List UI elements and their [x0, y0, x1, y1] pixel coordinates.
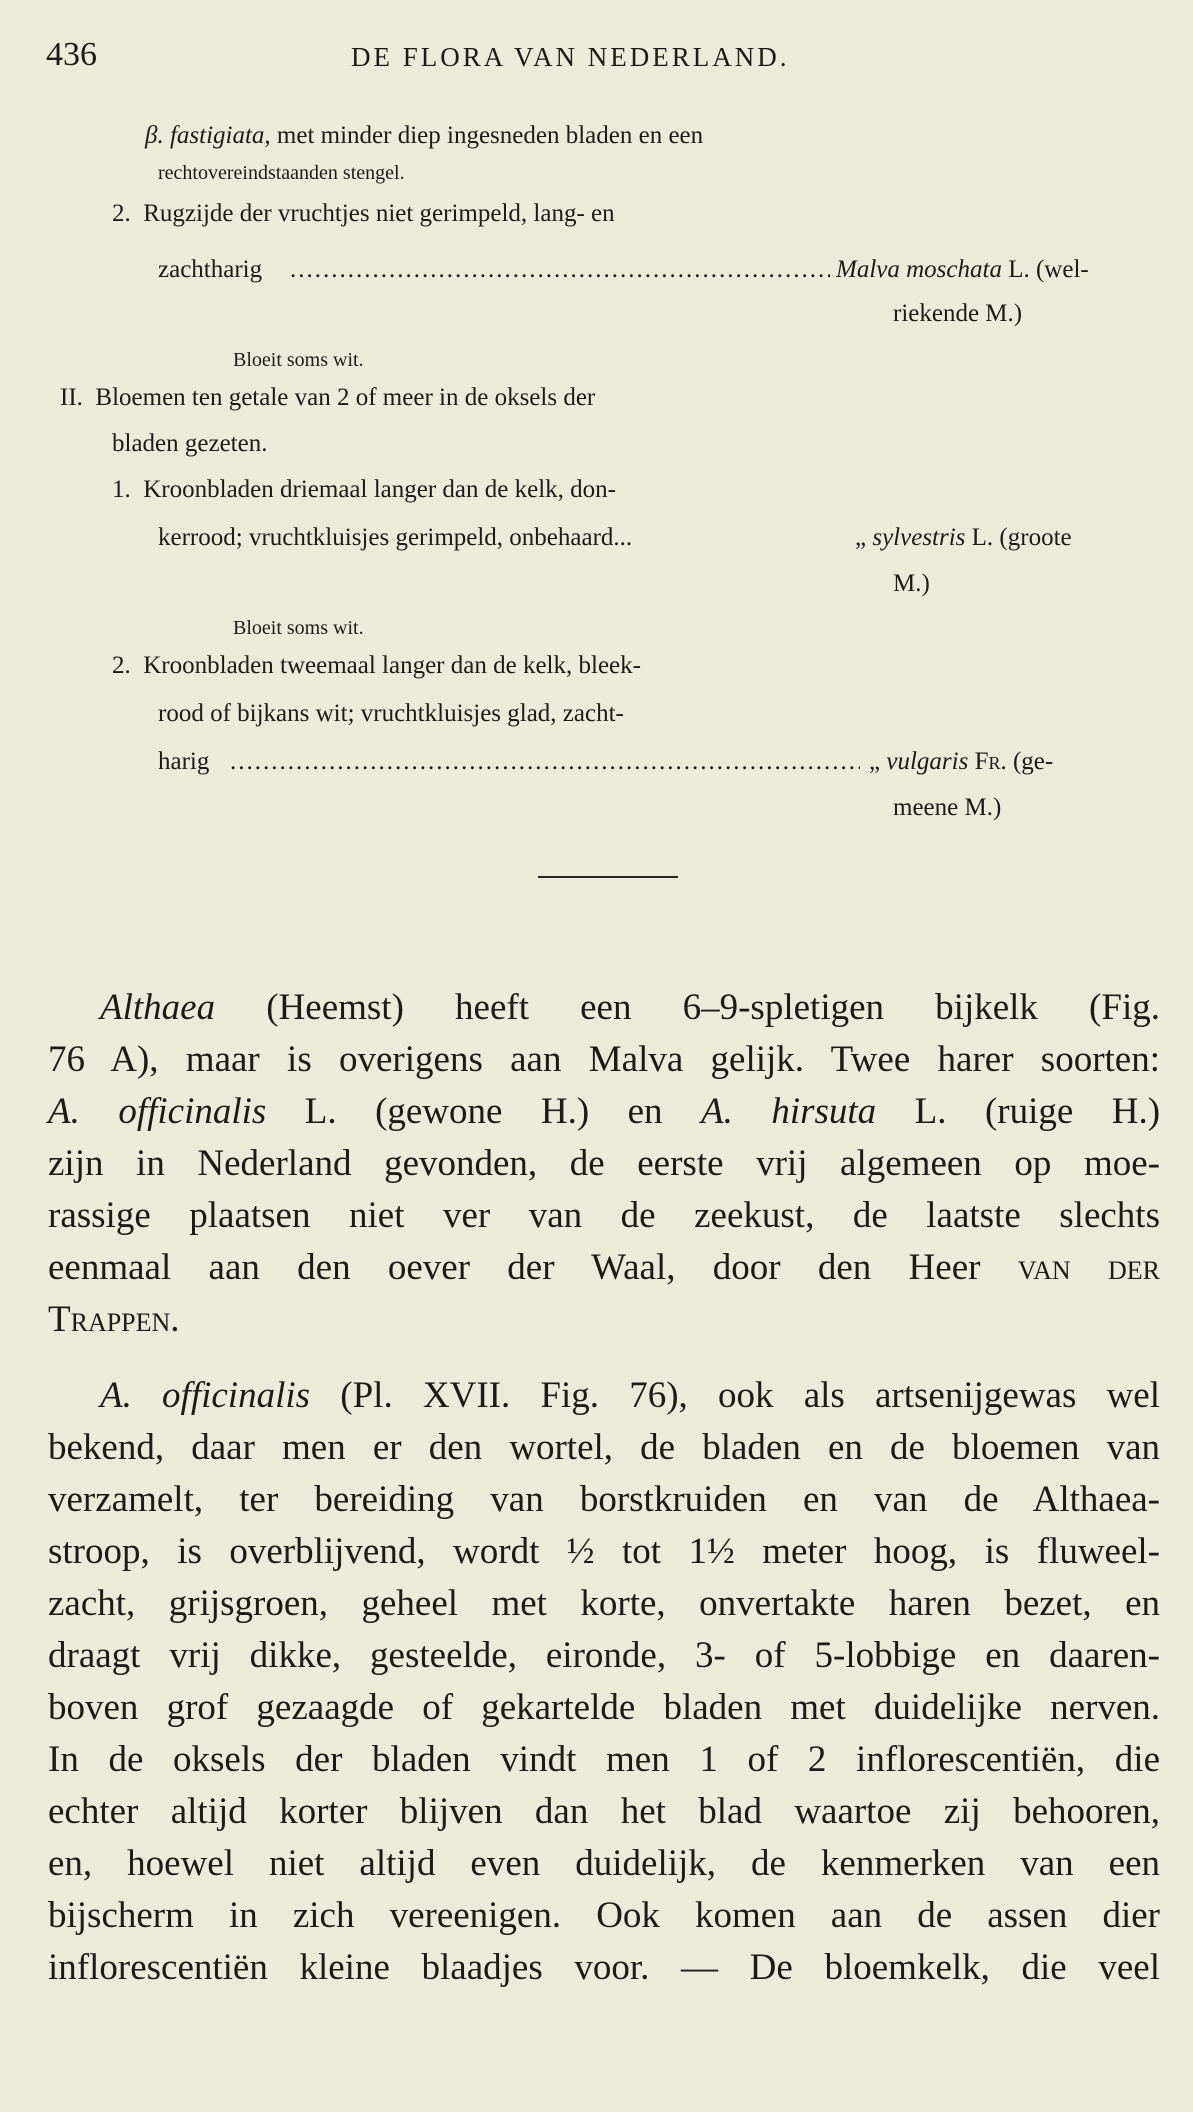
key-item-II-line-1: II. Bloemen ten getale van 2 of meer in de oksels der: [60, 384, 596, 411]
section-divider: [538, 876, 678, 878]
para1-line-2: 76 A), maar is overigens aan Malva gelijk. Twee harer soorten:: [48, 1039, 1160, 1080]
key-item-2a-species: Malva moschata L. (wel-: [836, 256, 1089, 283]
key-item-2b-line-1: 2. Kroonbladen tweemaal langer dan de kelk, bleek-: [112, 652, 641, 679]
page-header: [46, 36, 1146, 76]
para1-line-4: zijn in Nederland gevonden, de eerste vrij algemeen op moe-: [48, 1143, 1160, 1184]
para2-line-2: bekend, daar men er den wortel, de bladen en de bloemen van: [48, 1427, 1160, 1468]
bloom-note-1: Bloeit soms wit.: [233, 349, 364, 371]
para1-line-3: A. officinalis L. (gewone H.) en A. hirsuta L. (ruige H.): [48, 1091, 1161, 1132]
para1-line-7: Trappen.: [48, 1299, 180, 1340]
para1-line-6: eenmaal aan den oever der Waal, door den Heer van der: [48, 1247, 1160, 1288]
page-number: 436: [46, 36, 97, 73]
key-item-1-line-2: kerrood; vruchtkluisjes gerimpeld, onbehaard...: [158, 524, 633, 551]
key-item-2a-common: riekende M.): [893, 300, 1023, 327]
para2-line-6: draagt vrij dikke, gesteelde, eironde, 3- of 5-lobbige en daaren-: [48, 1635, 1160, 1676]
para2-line-4: stroop, is overblijvend, wordt ½ tot 1½ meter hoog, is fluweel-: [48, 1531, 1160, 1572]
para2-line-5: zacht, grijsgroen, geheel met korte, onvertakte haren bezet, en: [48, 1583, 1160, 1624]
dot-leader: [290, 256, 830, 284]
key-beta-line-2: rechtovereindstaanden stengel.: [158, 162, 405, 184]
key-item-1-species: „ sylvestris L. (groote: [855, 524, 1072, 551]
key-item-2b-line-3: harig: [158, 748, 210, 775]
para2-line-3: verzamelt, ter bereiding van borstkruiden en van de Althaea-: [48, 1479, 1160, 1520]
para2-line-11: bijscherm in zich vereenigen. Ook komen aan de assen dier: [48, 1895, 1160, 1936]
para2-line-10: en, hoewel niet altijd even duidelijk, de kenmerken van een: [48, 1843, 1160, 1884]
key-item-2a-line-2: zachtharig: [158, 256, 263, 283]
key-item-II-line-2: bladen gezeten.: [112, 430, 268, 457]
variety-name: fastigiata,: [169, 122, 271, 149]
key-item-1-common: M.): [893, 570, 930, 597]
para2-line-1: A. officinalis (Pl. XVII. Fig. 76), ook als artsenijgewas wel: [100, 1375, 1160, 1416]
para2-line-8: In de oksels der bladen vindt men 1 of 2 inflorescentiën, die: [48, 1739, 1160, 1780]
dot-leader: [230, 748, 860, 776]
para1-line-5: rassige plaatsen niet ver van de zeekust, de laatste slechts: [48, 1195, 1160, 1236]
key-item-2b-line-2: rood of bijkans wit; vruchtkluisjes glad, zacht-: [158, 700, 624, 727]
key-beta-line-1: β. fastigiata, met minder diep ingesneden bladen en een: [145, 122, 704, 149]
para2-line-12: inflorescentiën kleine blaadjes voor. — De bloemkelk, die veel: [48, 1947, 1160, 1988]
bloom-note-2: Bloeit soms wit.: [233, 617, 364, 639]
para2-line-7: boven grof gezaagde of gekartelde bladen met duidelijke nerven.: [48, 1687, 1160, 1728]
genus-name: Althaea: [100, 987, 216, 1028]
para2-line-9: echter altijd korter blijven dan het blad waartoe zij behooren,: [48, 1791, 1160, 1832]
para1-line-1: Althaea (Heemst) heeft een 6–9-spletigen bijkelk (Fig.: [100, 987, 1160, 1028]
key-item-1-line-1: 1. Kroonbladen driemaal langer dan de kelk, don-: [112, 476, 616, 503]
key-item-2a-line-1: 2. Rugzijde der vruchtjes niet gerimpeld, lang- en: [112, 200, 615, 227]
species-name: A. officinalis: [100, 1375, 311, 1416]
running-title: DE FLORA VAN NEDERLAND.: [351, 42, 790, 72]
key-item-2b-species: „ vulgaris Fr. (ge-: [869, 748, 1054, 775]
key-item-2b-common: meene M.): [893, 794, 1002, 821]
